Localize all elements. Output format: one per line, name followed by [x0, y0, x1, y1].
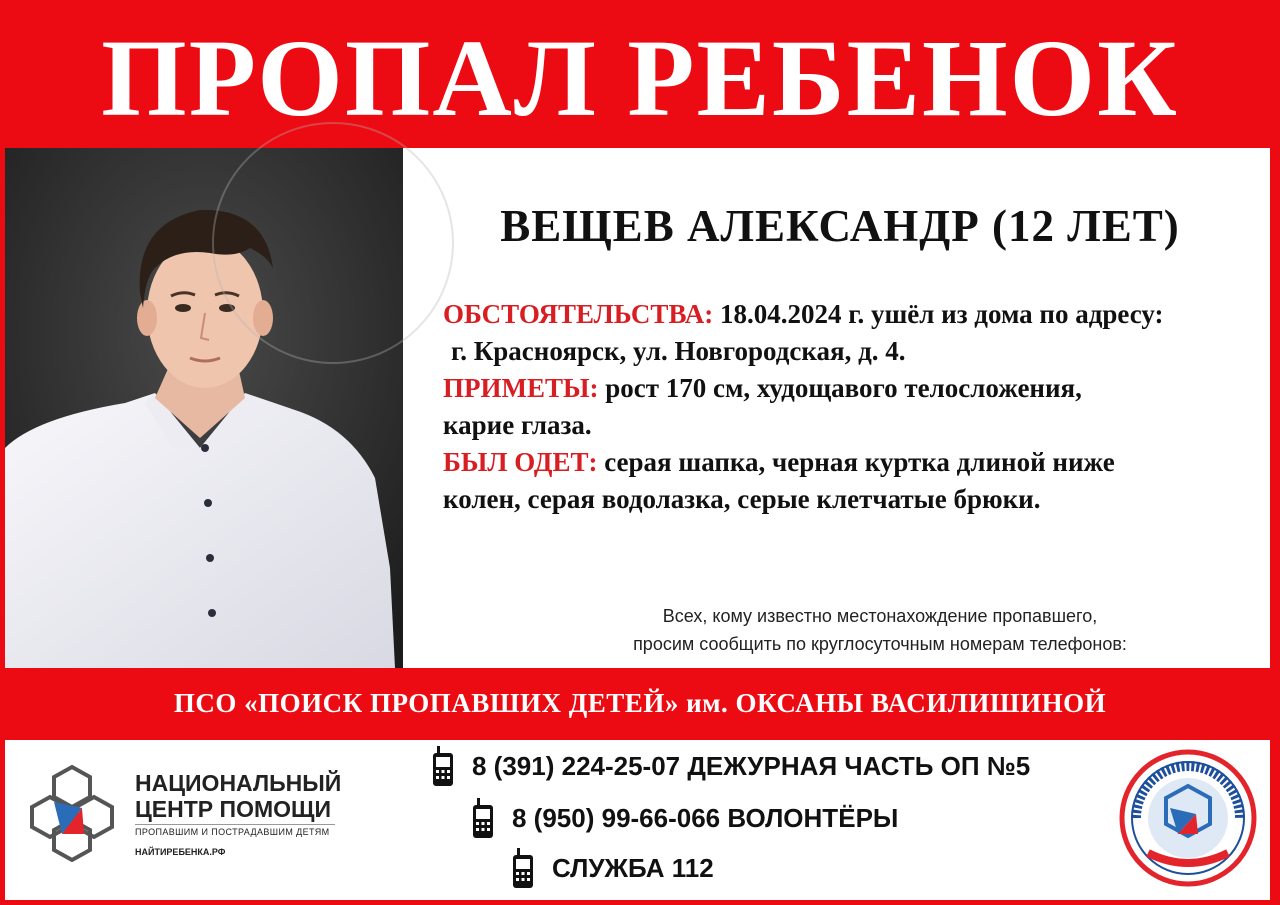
- org-band: ПСО «ПОИСК ПРОПАВШИХ ДЕТЕЙ» им. ОКСАНЫ ВАСИЛИШИНОЙ: [173, 688, 1107, 718]
- circumstances-text: 18.04.2024 г. ушёл из дома по адресу:: [713, 299, 1164, 329]
- clothes-label: БЫЛ ОДЕТ:: [443, 447, 598, 477]
- poster-headline: ПРОПАЛ РЕБЕНОК: [101, 17, 1179, 139]
- signs-text: рост 170 см, худощавого телосложения,: [598, 373, 1082, 403]
- mobile-phone-icon: [512, 848, 534, 888]
- clothes-line: [443, 444, 1263, 481]
- address-text: г. Красноярск, ул. Новгородская, д. 4.: [451, 336, 906, 366]
- details-block: [443, 296, 1263, 518]
- ncp-line-2: ЦЕНТР ПОМОЩИ: [135, 796, 331, 822]
- ncp-website: НАЙТИРЕБЕНКА.РФ: [135, 847, 226, 857]
- mobile-phone-icon: [472, 798, 494, 838]
- ncp-subtitle: ПРОПАВШИМ И ПОСТРАДАВШИМ ДЕТЯМ: [135, 824, 335, 837]
- phone-volunteers[interactable]: [472, 798, 898, 838]
- appeal-line-2: просим сообщить по круглосуточным номерам телефонов:: [633, 634, 1127, 654]
- ncp-line-1: НАЦИОНАЛЬНЫЙ: [135, 770, 342, 796]
- phone-duty-text: 8 (391) 224-25-07 ДЕЖУРНАЯ ЧАСТЬ ОП №5: [472, 750, 1031, 781]
- watermark-seal-icon: [212, 122, 454, 364]
- missing-child-name: ВЕЩЕВ АЛЕКСАНДР (12 ЛЕТ): [500, 201, 1180, 251]
- clothes-text-2: колен, серая водолазка, серые клетчатые брюки.: [443, 484, 1041, 514]
- circumstances-line: [443, 296, 1263, 333]
- signs-label: ПРИМЕТЫ:: [443, 373, 599, 403]
- appeal-text: [540, 602, 1220, 658]
- phone-112[interactable]: [512, 848, 714, 888]
- mobile-phone-icon: [432, 746, 454, 786]
- phone-duty[interactable]: [432, 746, 1030, 786]
- signs-line: [443, 370, 1263, 407]
- appeal-line-1: Всех, кому известно местонахождение пропавшего,: [662, 606, 1098, 626]
- pso-logo-icon: [1118, 748, 1258, 888]
- phone-112-text: СЛУЖБА 112: [552, 852, 714, 883]
- signs-text-2: карие глаза.: [443, 410, 592, 440]
- circumstances-label: ОБСТОЯТЕЛЬСТВА:: [443, 299, 714, 329]
- ncp-text: [135, 770, 341, 857]
- ncp-logo-icon: [22, 762, 122, 862]
- clothes-text: серая шапка, черная куртка длиной ниже: [597, 447, 1115, 477]
- phone-volunteers-text: 8 (950) 99-66-066 ВОЛОНТЁРЫ: [512, 802, 899, 833]
